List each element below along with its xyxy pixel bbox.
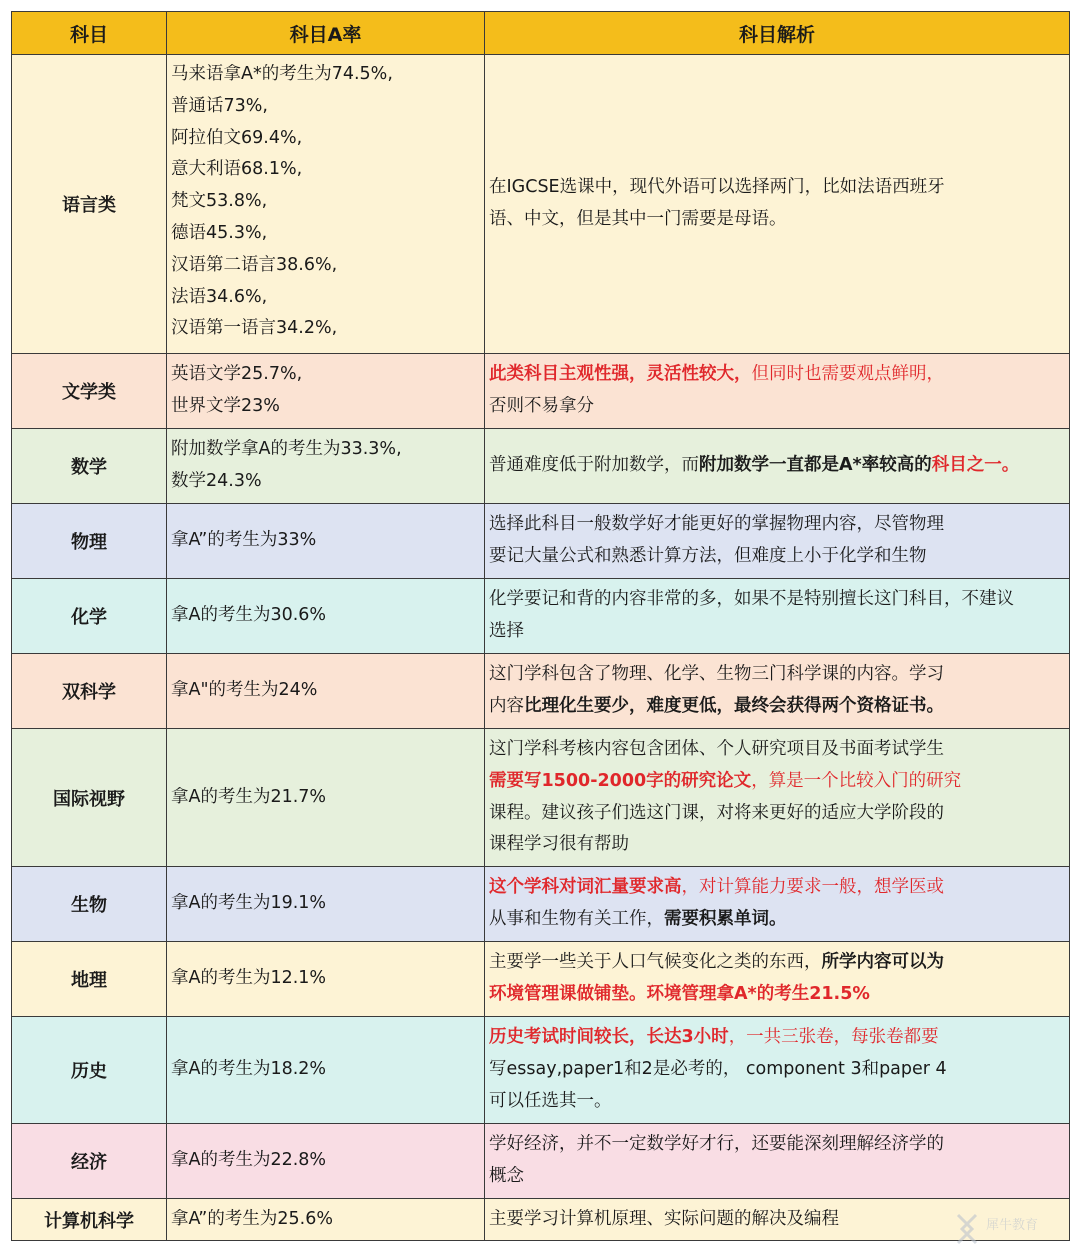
analysis-cell: 化学要记和背的内容非常的多，如果不是特别擅长这门科目，不建议 选择 (485, 579, 1070, 654)
analysis-cell: 学好经济，并不一定数学好才行，还要能深刻理解经济学的 概念 (485, 1124, 1070, 1199)
analysis-cell: 在IGCSE选课中，现代外语可以选择两门，比如法语西班牙 语、中文，但是其中一门需要是母语。 (485, 55, 1070, 354)
rate-cell: 拿A”的考生为33% (167, 504, 485, 579)
subject-table (11, 11, 1070, 1241)
subject-cell: 历史 (12, 1017, 167, 1124)
subject-cell: 生物 (12, 867, 167, 942)
table-row (12, 1124, 1070, 1199)
header-rate: 科目A率 (167, 12, 485, 55)
table-row (12, 429, 1070, 504)
watermark-text: 犀牛教育 (986, 1218, 1039, 1233)
subject-cell: 国际视野 (12, 729, 167, 867)
rate-cell: 拿A的考生为19.1% (167, 867, 485, 942)
table-row (12, 579, 1070, 654)
watermark-logo (952, 1209, 1072, 1249)
analysis-cell: 这个学科对词汇量要求高，对计算能力要求一般，想学医或 从事和生物有关工作，需要积累单词。 (485, 867, 1070, 942)
rate-cell: 拿A的考生为12.1% (167, 942, 485, 1017)
subject-cell: 经济 (12, 1124, 167, 1199)
subject-cell: 物理 (12, 504, 167, 579)
table-row (12, 504, 1070, 579)
subject-cell: 化学 (12, 579, 167, 654)
header-subject: 科目 (12, 12, 167, 55)
table-row (12, 729, 1070, 867)
rate-cell: 拿A"的考生为24% (167, 654, 485, 729)
table-row (12, 654, 1070, 729)
analysis-cell: 这门学科包含了物理、化学、生物三门科学课的内容。学习 内容比理化生要少，难度更低，最终会获得两个资格证书。 (485, 654, 1070, 729)
table-row (12, 1199, 1070, 1241)
subject-cell: 数学 (12, 429, 167, 504)
table-row (12, 354, 1070, 429)
analysis-cell: 选择此科目一般数学好才能更好的掌握物理内容，尽管物理 要记大量公式和熟悉计算方法，但难度上小于化学和生物 (485, 504, 1070, 579)
analysis-cell: 这门学科考核内容包含团体、个人研究项目及书面考试学生 需要写1500-2000字的研究论文，算是一个比较入门的研究 课程。建议孩子们选这门课，对将来更好的适应大学阶段的 课程学习很有帮助 (485, 729, 1070, 867)
analysis-cell: 主要学一些关于人口气候变化之类的东西，所学内容可以为 环境管理课做铺垫。环境管理拿A*的考生21.5% (485, 942, 1070, 1017)
analysis-cell: 主要学习计算机原理、实际问题的解决及编程 (485, 1199, 1070, 1241)
table-row (12, 867, 1070, 942)
analysis-cell: 此类科目主观性强，灵活性较大，但同时也需要观点鲜明， 否则不易拿分 (485, 354, 1070, 429)
rate-cell: 英语文学25.7%, 世界文学23% (167, 354, 485, 429)
subject-cell: 双科学 (12, 654, 167, 729)
subject-cell: 计算机科学 (12, 1199, 167, 1241)
subject-cell: 文学类 (12, 354, 167, 429)
table-row (12, 55, 1070, 354)
analysis-cell: 普通难度低于附加数学，而附加数学一直都是A*率较高的科目之一。 (485, 429, 1070, 504)
subject-cell: 语言类 (12, 55, 167, 354)
rhino-logo-icon (952, 1209, 1072, 1249)
header-analysis: 科目解析 (485, 12, 1070, 55)
analysis-cell: 历史考试时间较长，长达3小时，一共三张卷，每张卷都要 写essay,paper1和2是必考的， component 3和paper 4 可以任选其一。 (485, 1017, 1070, 1124)
rate-cell: 附加数学拿A的考生为33.3%, 数学24.3% (167, 429, 485, 504)
rate-cell: 马来语拿A*的考生为74.5%, 普通话73%, 阿拉伯文69.4%, 意大利语68.1%, 梵文53.8%, 德语45.3%, 汉语第二语言38.6%, 法语34.6%, 汉语第一语言34.2%, (167, 55, 485, 354)
rate-cell: 拿A”的考生为25.6% (167, 1199, 485, 1241)
rate-cell: 拿A的考生为22.8% (167, 1124, 485, 1199)
table-row (12, 1017, 1070, 1124)
rate-cell: 拿A的考生为18.2% (167, 1017, 485, 1124)
rate-cell: 拿A的考生为30.6% (167, 579, 485, 654)
subject-cell: 地理 (12, 942, 167, 1017)
rate-cell: 拿A的考生为21.7% (167, 729, 485, 867)
table-header-row (12, 12, 1070, 55)
table-row (12, 942, 1070, 1017)
